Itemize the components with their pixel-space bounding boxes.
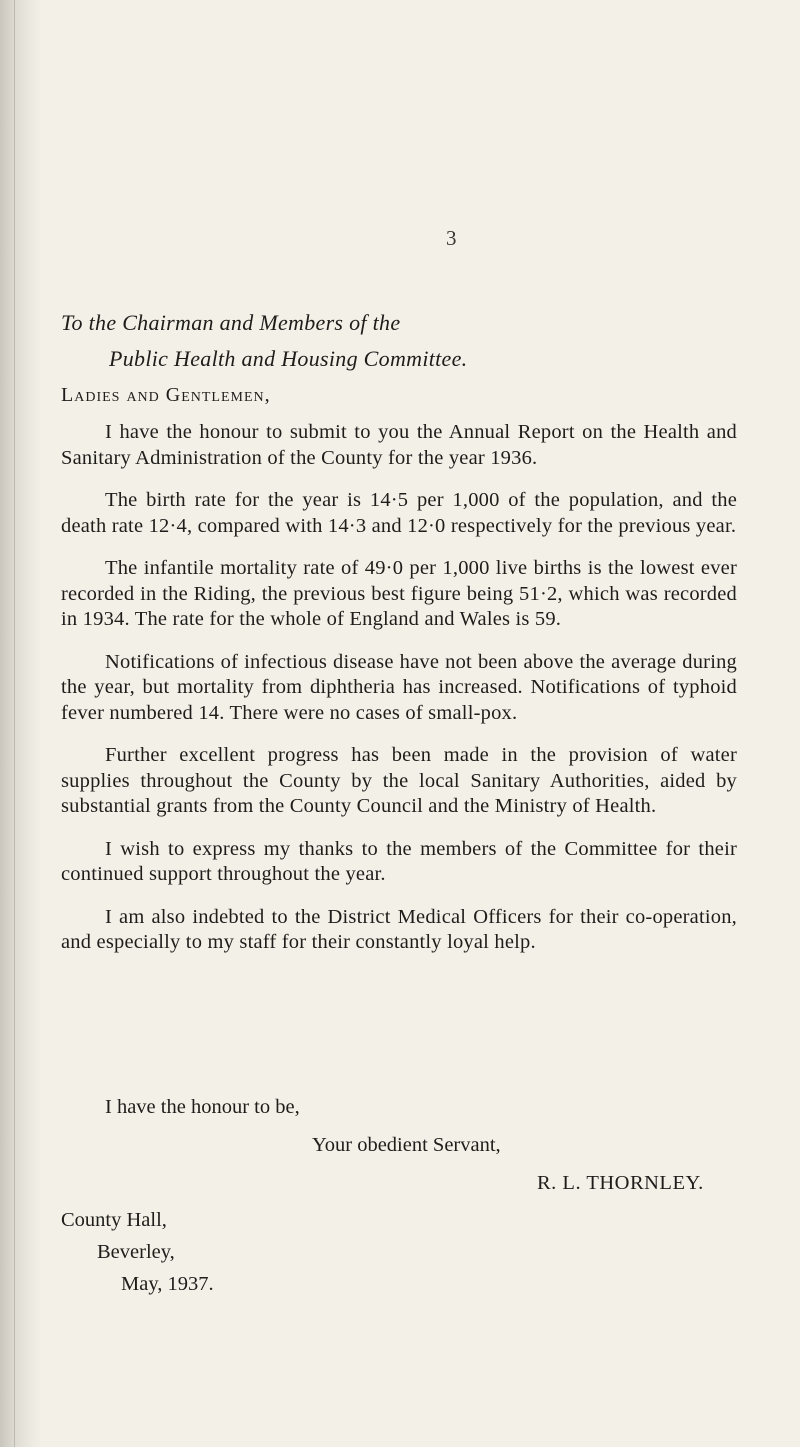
letter-body [61,420,737,973]
salutation: Ladies and Gentlemen, [61,384,271,406]
signature: R. L. THORNLEY. [537,1172,704,1194]
paragraph-birth-rate: The birth rate for the year is 14·5 per 1,000 of the population, and the death rate 12·4, compared with 14·3 and 12·0 respectively for the previous year. [61,489,737,537]
address-line-1: To the Chairman and Members of the [61,310,401,335]
signoff-line: Your obedient Servant, [312,1134,501,1156]
address-line-2: Public Health and Housing Committee. [109,346,468,371]
page-number: 3 [446,226,457,250]
paragraph-intro: I have the honour to submit to you the Annual Report on the Health and Sanitary Administration of the County for the year 1936. [61,421,737,469]
location-line-1: County Hall, [61,1209,167,1231]
paragraph-thanks-officers: I am also indebted to the District Medical Officers for their co-operation, and especially to my staff for their constantly loyal help. [61,905,737,953]
address-block [61,305,467,377]
paragraph-notifications: Notifications of infectious disease have not been above the average during the year, but mortality from diphtheria has increased. Notifications of typhoid fever numbered 14. There were no cases of small-pox. [61,650,737,724]
location-line-3: May, 1937. [121,1273,214,1295]
paragraph-thanks-committee: I wish to express my thanks to the members of the Committee for their continued support throughout the year. [61,837,737,885]
paragraph-water-supplies: Further excellent progress has been made in the provision of water supplies throughout the County by the local Sanitary Authorities, aided by substantial grants from the County Council and the Ministry of Health. [61,744,737,817]
location-block [61,1204,214,1300]
location-line-2: Beverley, [97,1241,175,1263]
paragraph-infant-mortality: The infantile mortality rate of 49·0 per 1,000 live births is the lowest ever recorded in the Riding, the previous best figure being 51·2, which was recorded in 1934. The rate for the whole of England and Wales is 59. [61,557,737,630]
closing-line: I have the honour to be, [105,1096,300,1118]
